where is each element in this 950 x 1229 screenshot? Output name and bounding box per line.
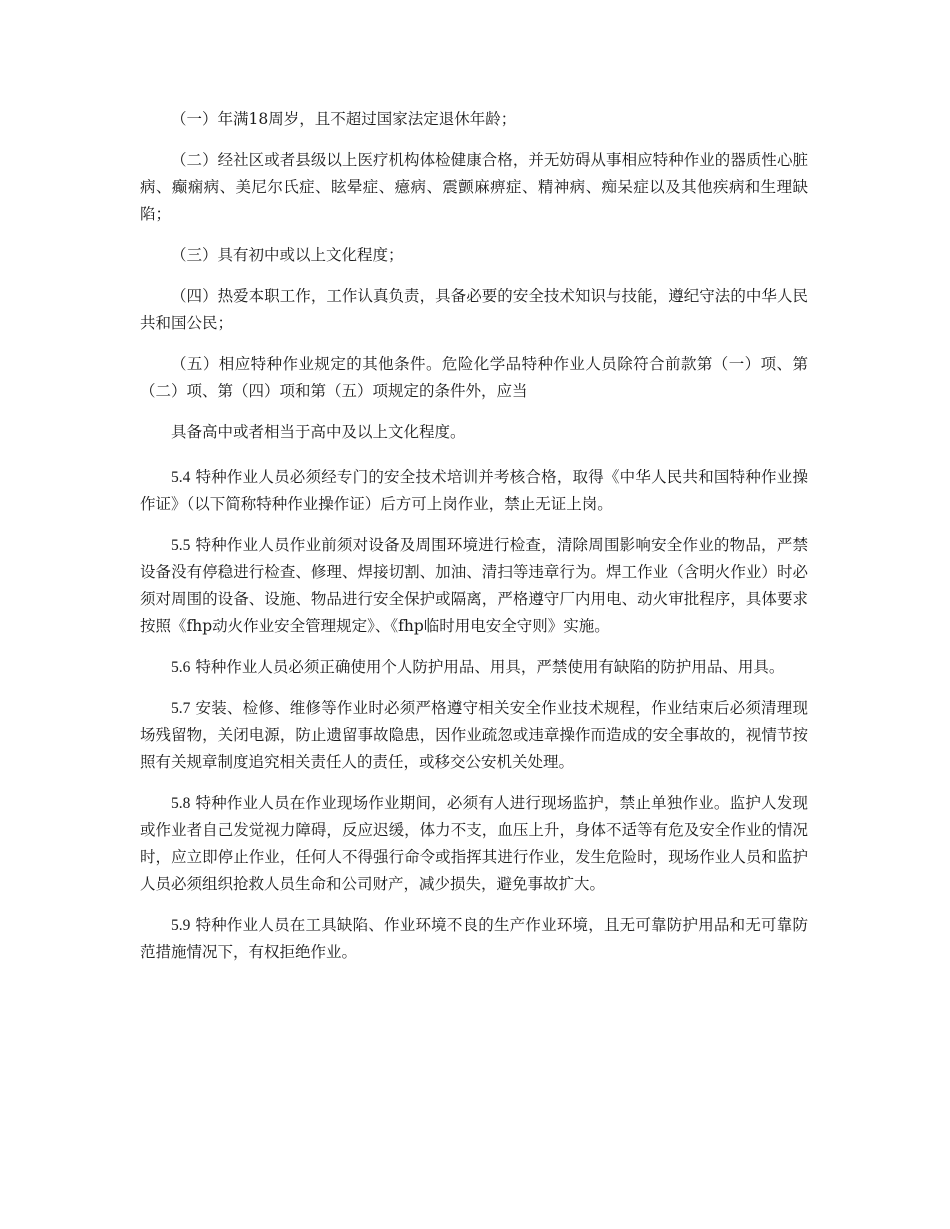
clause-number: 5.7 — [171, 700, 191, 717]
paragraph-item-5: （五）相应特种作业规定的其他条件。危险化学品特种作业人员除符合前款第（一）项、第（二）项、第（四）项和第（五）项规定的条件外，应当 — [140, 355, 808, 400]
clause-text: 特种作业人员在工具缺陷、作业环境不良的生产作业环境，且无可靠防护用品和无可靠防范措施情况下，有权拒绝作业。 — [140, 916, 808, 961]
clause-number: 5.9 — [171, 917, 191, 934]
clause-5-5 — [140, 532, 808, 640]
paragraph-item-3: （三）具有初中或以上文化程度； — [171, 246, 404, 264]
document-body — [140, 106, 808, 980]
clause-number: 5.6 — [171, 659, 191, 676]
clause-number: 5.8 — [171, 795, 191, 812]
clause-5-7 — [140, 695, 808, 776]
clause-5-8 — [140, 790, 808, 898]
clause-number: 5.4 — [171, 469, 191, 486]
clause-text: 特种作业人员必须经专门的安全技术培训并考核合格，取得《中华人民共和国特种作业操作证》（以下简称特种作业操作证）后方可上岗作业，禁止无证上岗。 — [140, 468, 808, 513]
clause-5-9 — [140, 912, 808, 966]
clause-text: 特种作业人员在作业现场作业期间，必须有人进行现场监护，禁止单独作业。监护人发现或作业者自己发觉视力障碍，反应迟缓，体力不支，血压上升，身体不适等有危及安全作业的情况时，应立即停止作业，任何人不得强行命令或指挥其进行作业，发生危险时，现场作业人员和监护人员必须组织抢救人员生命和公司财产，减少损失，避免事故扩大。 — [140, 794, 808, 893]
clause-5-6 — [140, 654, 808, 681]
clause-text: 特种作业人员作业前须对设备及周围环境进行检查，清除周围影响安全作业的物品，严禁设备没有停稳进行检查、修理、焊接切割、加油、清扫等违章行为。焊工作业（含明火作业）时必须对周围的设备、设施、物品进行安全保护或隔离，严格遵守厂内用电、动火审批程序，具体要求按照《fhp动火作业安全管理规定》、《fhp临时用电安全守则》实施。 — [140, 536, 808, 635]
paragraph-item-2: （二）经社区或者县级以上医疗机构体检健康合格，并无妨碍从事相应特种作业的器质性心脏病、癫痫病、美尼尔氏症、眩晕症、癔病、震颤麻痹症、精神病、痴呆症以及其他疾病和生理缺陷； — [140, 151, 808, 223]
clause-text: 安装、检修、维修等作业时必须严格遵守相关安全作业技术规程，作业结束后必须清理现场残留物，关闭电源，防止遗留事故隐患，因作业疏忽或违章操作而造成的安全事故的，视情节按照有关规章制度追究相关责任人的责任，或移交公安机关处理。 — [140, 699, 808, 771]
clause-text: 特种作业人员必须正确使用个人防护用品、用具，严禁使用有缺陷的防护用品、用具。 — [195, 658, 785, 676]
clause-number: 5.5 — [171, 537, 191, 554]
paragraph-item-4: （四）热爱本职工作，工作认真负责，具备必要的安全技术知识与技能，遵纪守法的中华人民共和国公民； — [140, 287, 808, 332]
paragraph-item-1: （一）年满18周岁，且不超过国家法定退休年龄； — [171, 110, 517, 128]
paragraph-item-5-continued: 具备高中或者相当于高中及以上文化程度。 — [171, 423, 466, 441]
clause-5-4 — [140, 464, 808, 518]
